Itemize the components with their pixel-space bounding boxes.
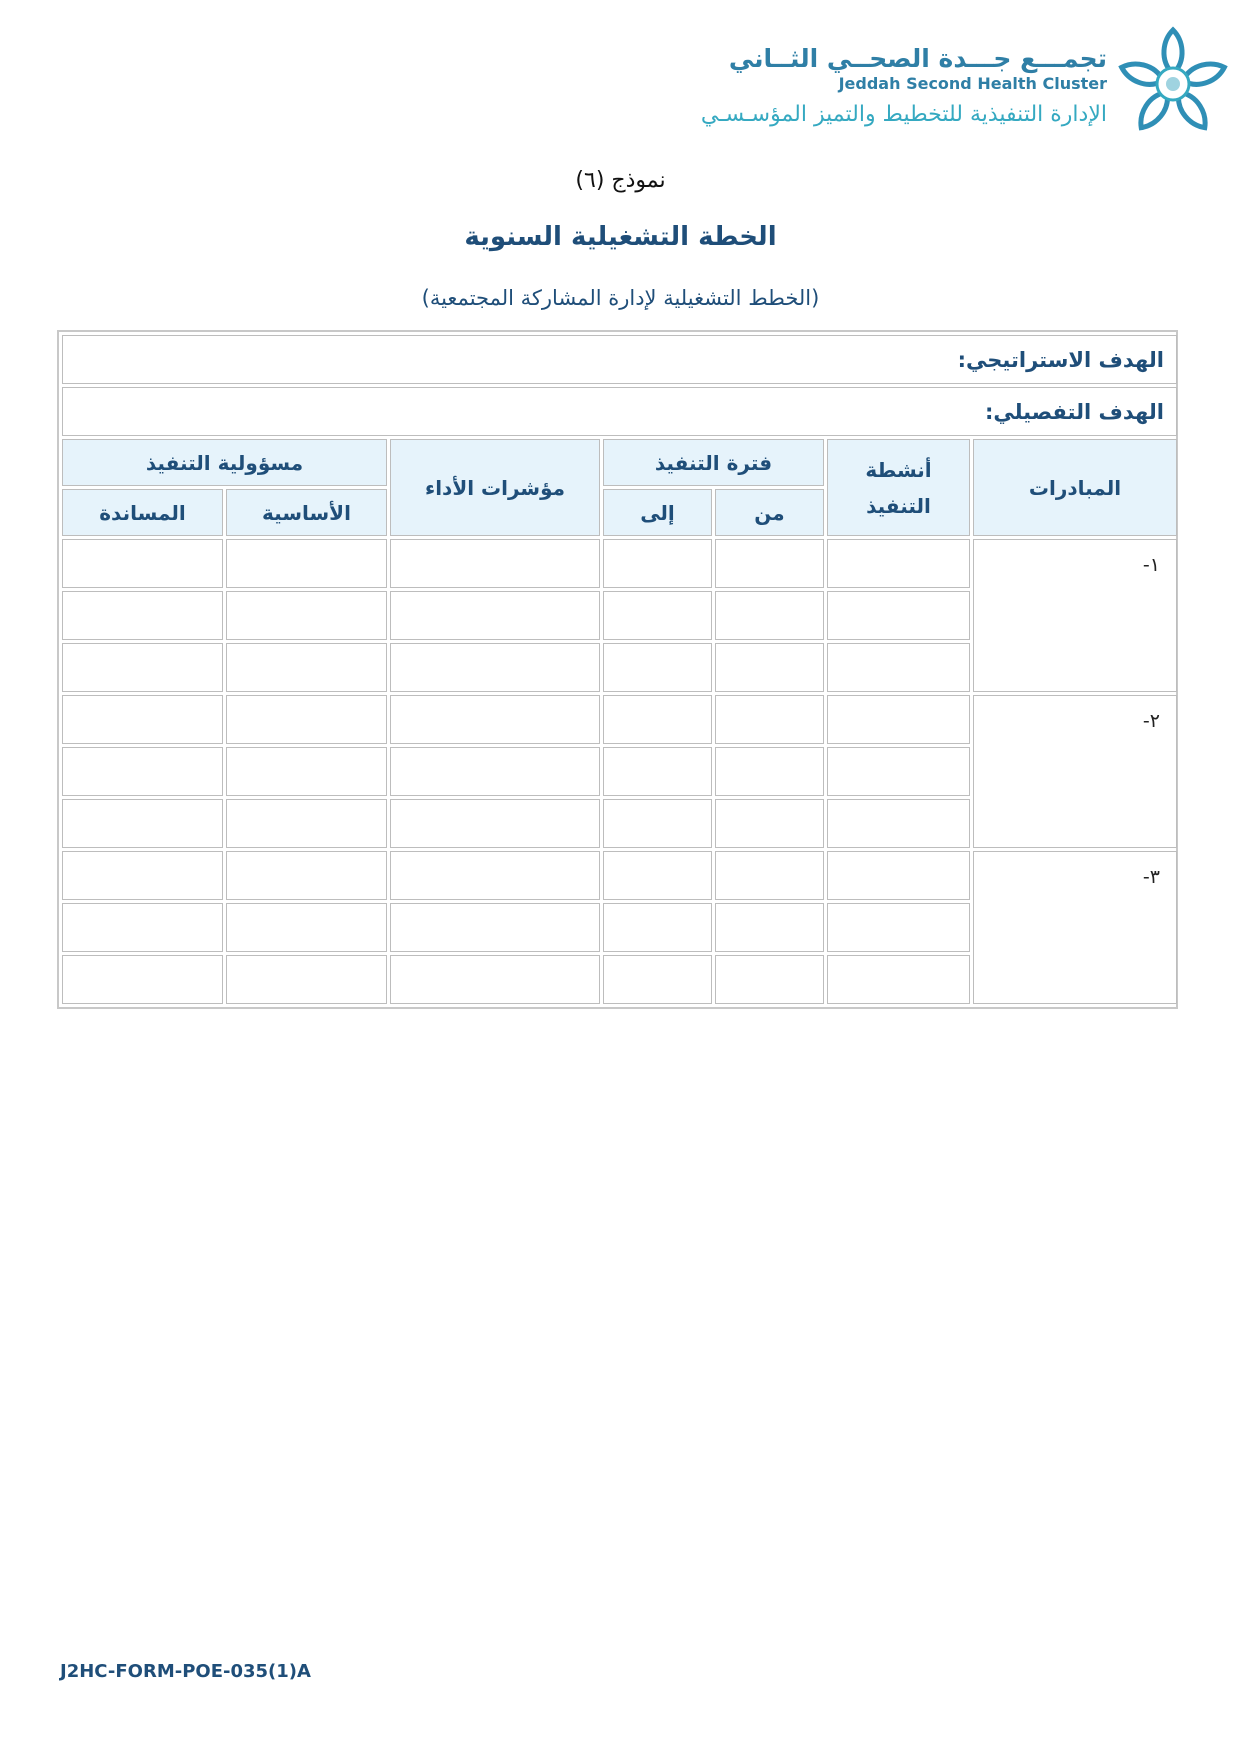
initiative-cell[interactable]: -٣ — [973, 851, 1177, 1004]
support-cell[interactable] — [62, 695, 223, 744]
header-to: إلى — [603, 489, 712, 536]
kpi-cell[interactable] — [390, 955, 600, 1004]
from-cell[interactable] — [715, 955, 824, 1004]
header-initiatives: المبادرات — [973, 439, 1177, 536]
primary-cell[interactable] — [226, 955, 387, 1004]
from-cell[interactable] — [715, 643, 824, 692]
header-primary: الأساسية — [226, 489, 387, 536]
primary-cell[interactable] — [226, 695, 387, 744]
activity-cell[interactable] — [827, 747, 970, 796]
kpi-cell[interactable] — [390, 903, 600, 952]
page-header — [591, 26, 1231, 146]
form-number: نموذج (٦) — [575, 168, 666, 193]
to-cell[interactable] — [603, 903, 712, 952]
activity-cell[interactable] — [827, 643, 970, 692]
form-code: J2HC-FORM-POE-035(1)A — [60, 1661, 311, 1682]
activity-cell[interactable] — [827, 955, 970, 1004]
activity-cell[interactable] — [827, 799, 970, 848]
initiative-cell[interactable]: -١ — [973, 539, 1177, 692]
kpi-cell[interactable] — [390, 799, 600, 848]
to-cell[interactable] — [603, 643, 712, 692]
primary-cell[interactable] — [226, 539, 387, 588]
cluster-logo-icon — [1115, 26, 1231, 142]
support-cell[interactable] — [62, 903, 223, 952]
primary-cell[interactable] — [226, 747, 387, 796]
strategic-goal-field[interactable]: الهدف الاستراتيجي: — [62, 335, 1177, 384]
cluster-name-arabic: تجمـــع جـــدة الصحــي الثــاني — [728, 44, 1107, 73]
kpi-cell[interactable] — [390, 695, 600, 744]
page-subtitle: (الخطط التشغيلية لإدارة المشاركة المجتمعية) — [421, 286, 820, 310]
primary-cell[interactable] — [226, 903, 387, 952]
operational-plan-table — [57, 330, 1178, 1009]
cluster-name-english: Jeddah Second Health Cluster — [838, 74, 1107, 93]
to-cell[interactable] — [603, 695, 712, 744]
kpi-cell[interactable] — [390, 539, 600, 588]
primary-cell[interactable] — [226, 851, 387, 900]
activity-cell[interactable] — [827, 539, 970, 588]
primary-cell[interactable] — [226, 799, 387, 848]
support-cell[interactable] — [62, 643, 223, 692]
kpi-cell[interactable] — [390, 643, 600, 692]
header-period: فترة التنفيذ — [603, 439, 824, 486]
primary-cell[interactable] — [226, 591, 387, 640]
page-title: الخطة التشغيلية السنوية — [464, 222, 777, 252]
header-activities-label: أنشطة التنفيذ — [865, 457, 932, 518]
kpi-cell[interactable] — [390, 591, 600, 640]
header-from: من — [715, 489, 824, 536]
support-cell[interactable] — [62, 747, 223, 796]
to-cell[interactable] — [603, 799, 712, 848]
kpi-cell[interactable] — [390, 747, 600, 796]
support-cell[interactable] — [62, 591, 223, 640]
header-activities — [827, 439, 970, 536]
detailed-goal-field[interactable]: الهدف التفصيلي: — [62, 387, 1177, 436]
kpi-cell[interactable] — [390, 851, 600, 900]
from-cell[interactable] — [715, 591, 824, 640]
from-cell[interactable] — [715, 695, 824, 744]
header-kpis: مؤشرات الأداء — [390, 439, 600, 536]
support-cell[interactable] — [62, 955, 223, 1004]
to-cell[interactable] — [603, 591, 712, 640]
header-responsibility: مسؤولية التنفيذ — [62, 439, 387, 486]
support-cell[interactable] — [62, 799, 223, 848]
from-cell[interactable] — [715, 851, 824, 900]
initiative-cell[interactable]: -٢ — [973, 695, 1177, 848]
to-cell[interactable] — [603, 955, 712, 1004]
header-support: المساندة — [62, 489, 223, 536]
activity-cell[interactable] — [827, 695, 970, 744]
to-cell[interactable] — [603, 539, 712, 588]
support-cell[interactable] — [62, 851, 223, 900]
from-cell[interactable] — [715, 747, 824, 796]
department-name: الإدارة التنفيذية للتخطيط والتميز المؤسـسـي — [700, 102, 1107, 127]
activity-cell[interactable] — [827, 851, 970, 900]
activity-cell[interactable] — [827, 903, 970, 952]
activity-cell[interactable] — [827, 591, 970, 640]
to-cell[interactable] — [603, 851, 712, 900]
support-cell[interactable] — [62, 539, 223, 588]
to-cell[interactable] — [603, 747, 712, 796]
from-cell[interactable] — [715, 903, 824, 952]
primary-cell[interactable] — [226, 643, 387, 692]
from-cell[interactable] — [715, 539, 824, 588]
from-cell[interactable] — [715, 799, 824, 848]
